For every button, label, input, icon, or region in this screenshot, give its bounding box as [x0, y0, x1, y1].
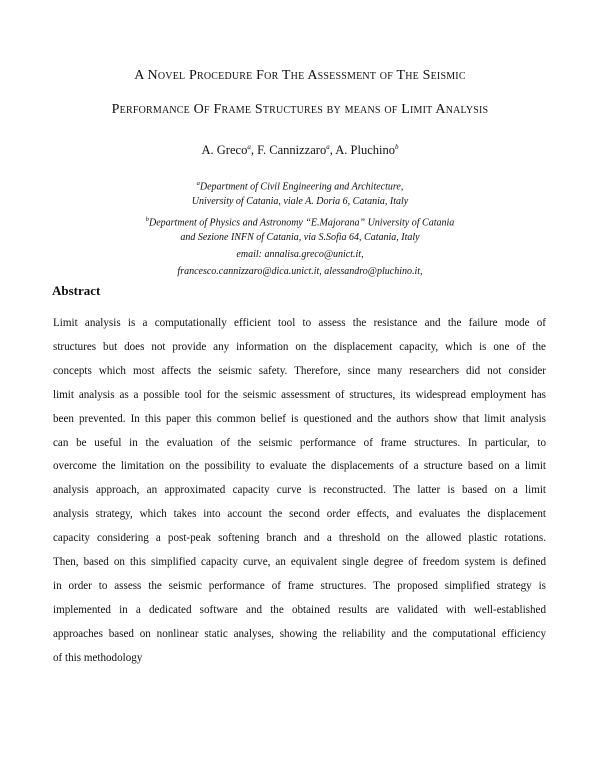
- author-pluchino: , A. Pluchino: [329, 143, 395, 158]
- abstract-line: of this methodology: [53, 651, 143, 664]
- paper-title-line-2: Performance Of Frame Structures by means of Limit Analysis: [111, 102, 489, 117]
- abstract-body: [53, 312, 546, 671]
- abstract-line: approaches based on nonlinear static analyses, showing the reliability and the computational efficiency: [53, 627, 546, 640]
- abstract-line: capacity considering a post-peak softening branch and a threshold on the allowed plastic rotations.: [53, 532, 546, 545]
- affiliation-a-mark: a: [196, 180, 200, 187]
- abstract-line: concepts which most affects the seismic safety. Therefore, since many researchers did not consider: [53, 364, 546, 377]
- affiliation-b-text: Department of Physics and Astronomy “E.Majorana” University of Catania: [148, 217, 455, 229]
- abstract-line: analysis approach, an approximated capacity curve is reconstructed. The latter is based on a limit: [53, 484, 546, 497]
- affiliation-b-line-2: and Sezione INFN of Catania, via S.Sofia 64, Catania, Italy: [180, 232, 420, 243]
- author-greco-affiliation-mark: a: [247, 143, 251, 151]
- abstract-line: can be useful in the evaluation of the seismic performance of frame structures. In particular, to: [53, 436, 546, 449]
- abstract-line: analysis strategy, which takes into account the second order effects, and evaluates the displacement: [53, 508, 546, 521]
- abstract-line: limit analysis as a possible tool for the seismic assessment of structures, its widespread employment has: [53, 388, 546, 401]
- affiliation-b-mark: b: [145, 216, 149, 223]
- abstract-heading: Abstract: [52, 283, 101, 298]
- paper-title-line-1: A Novel Procedure For The Assessment of The Seismic: [134, 68, 466, 83]
- author-pluchino-affiliation-mark: b: [395, 143, 399, 151]
- abstract-line: overcome the limitation on the possibility to evaluate the displacements of a structure based on a limit: [53, 460, 546, 473]
- author-greco: A. Greco: [201, 143, 248, 158]
- abstract-line: implemented in a dedicated software and the obtained results are validated with well-established: [53, 603, 546, 616]
- author-cannizzaro: , F. Cannizzaro: [250, 143, 327, 158]
- author-list: [0, 143, 600, 158]
- abstract-line: Limit analysis is a computationally efficient tool to assess the resistance and the failure mode of: [53, 317, 546, 329]
- affiliation-a-line-2: University of Catania, viale A. Doria 6, Catania, Italy: [191, 196, 409, 207]
- affiliation-a-text: Department of Civil Engineering and Architecture,: [199, 181, 404, 193]
- abstract-line: Then, based on this simplified capacity curve, an equivalent single degree of freedom system is defined: [53, 556, 546, 569]
- email-line-2: francesco.cannizzaro@dica.unict.it, alessandro@pluchino.it,: [177, 266, 423, 277]
- abstract-line: structures but does not provide any information on the displacement capacity, which is one of the: [53, 340, 546, 353]
- email-line-1: email: annalisa.greco@unict.it,: [236, 249, 364, 260]
- author-cannizzaro-affiliation-mark: a: [326, 143, 330, 151]
- abstract-line: been prevented. In this paper this common belief is questioned and the authors show that limit analysis: [53, 412, 546, 425]
- abstract-line: in order to assess the seismic performance of frame structures. The proposed simplified strategy is: [53, 579, 546, 592]
